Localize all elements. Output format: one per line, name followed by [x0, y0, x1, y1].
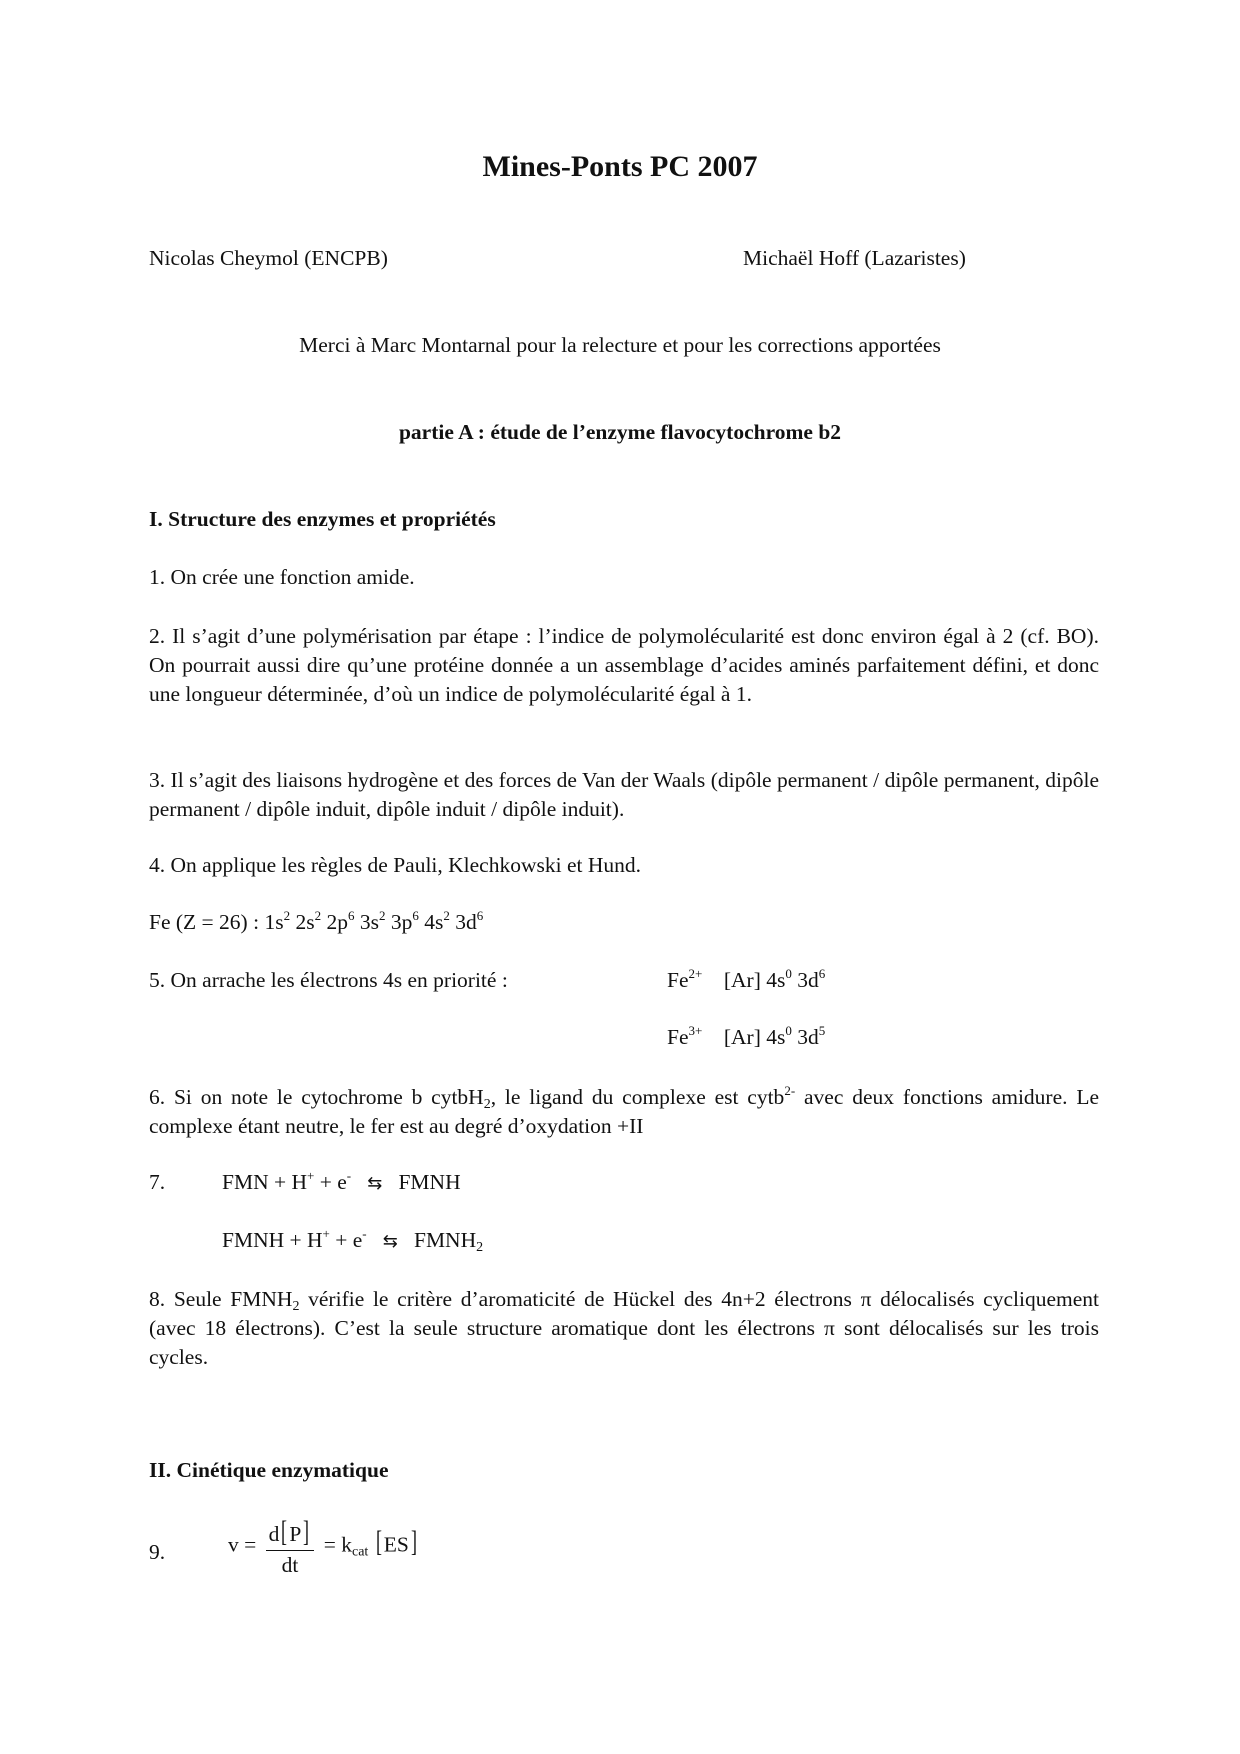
answer-6-superscript: 2-	[784, 1083, 796, 1098]
answer-4: 4. On applique les règles de Pauli, Klechkowski et Hund.	[149, 853, 642, 877]
fraction-denominator: dt	[281, 1553, 299, 1577]
product-symbol: P	[289, 1522, 302, 1546]
document-title: Mines-Ponts PC 2007	[482, 150, 758, 183]
section-heading-2: II. Cinétique enzymatique	[149, 1458, 389, 1482]
answer-7-number: 7.	[149, 1170, 166, 1194]
rate-equation	[228, 1515, 419, 1578]
config-term: 2p	[326, 910, 348, 934]
answer-8-part: 8. Seule FMNH	[149, 1287, 293, 1311]
bracket-open: [	[375, 1525, 382, 1559]
answer-9-number: 9.	[149, 1540, 166, 1564]
ion-d-exponent: 6	[818, 966, 826, 981]
ion-symbol: Fe	[667, 968, 689, 992]
config-exponent: 2	[378, 908, 386, 923]
answer-1: 1. On crée une fonction amide.	[149, 565, 415, 589]
equation-term: + e	[329, 1228, 363, 1252]
config-term: 1s	[264, 910, 284, 934]
equation-fmn	[222, 1170, 461, 1195]
author-left: Nicolas Cheymol (ENCPB)	[149, 246, 388, 270]
answer-5-text: 5. On arrache les électrons 4s en priorité :	[149, 968, 508, 992]
ion-charge: 3+	[688, 1023, 703, 1038]
acknowledgement: Merci à Marc Montarnal pour la relecture et pour les corrections apportées	[299, 333, 941, 357]
equation-superscript: +	[307, 1168, 315, 1183]
equation-superscript: -	[362, 1226, 367, 1241]
ion-symbol: Fe	[667, 1025, 689, 1049]
ion-core: [Ar] 4s	[723, 1025, 786, 1049]
answer-6-part: avec deux fonctions amidure. Le complexe étant neutre, le fer est au degré d’oxydation +II	[149, 1085, 1099, 1138]
bracket-close: ]	[303, 1515, 310, 1548]
bracket-close: ]	[410, 1525, 417, 1559]
config-term: 3p	[390, 910, 413, 934]
section-heading-1: I. Structure des enzymes et propriétés	[149, 507, 496, 531]
ion-s-exponent: 0	[785, 1023, 792, 1038]
equation-term: FMNH + H	[222, 1228, 323, 1252]
complex-symbol: ES	[383, 1532, 409, 1557]
rate-lhs: v =	[228, 1532, 257, 1557]
config-exponent: 6	[347, 908, 355, 923]
equation-product: FMNH	[413, 1228, 477, 1252]
ion-d: 3d	[791, 1025, 819, 1049]
electron-configuration	[149, 910, 483, 935]
ion-d: 3d	[791, 968, 819, 992]
differential: d	[268, 1522, 280, 1546]
part-title: partie A : étude de l’enzyme flavocytochrome b2	[398, 420, 842, 444]
fraction-numerator	[266, 1515, 315, 1551]
rate-fraction	[266, 1515, 315, 1578]
answer-2: 2. Il s’agit d’une polymérisation par étape : l’indice de polymolécularité est donc environ égal à 2 (cf. BO). On pourrait aussi dire qu’une protéine donnée a un assemblage d’acides aminés parfaitement défini, et donc une longueur déterminée, d’où un indice de polymolécularité égal à 1.	[149, 624, 1099, 706]
equation-fmnh	[222, 1228, 483, 1253]
config-exponent: 2	[283, 908, 291, 923]
answer-6-part: , le ligand du complexe est cytb	[490, 1085, 785, 1109]
equilibrium-arrow-icon: ⇆	[382, 1231, 398, 1252]
ion-d-exponent: 5	[818, 1023, 826, 1038]
equilibrium-arrow-icon: ⇆	[367, 1173, 383, 1194]
ion-config-fe3	[667, 1025, 825, 1050]
config-exponent: 6	[412, 908, 419, 923]
answer-8-part: vérifie le critère d’aromaticité de Hückel des 4n+2 électrons π délocalisés cycliquement (avec 18 électrons). C’est la seule structure aromatique dont les électrons π sont délocalisés sur les trois cycles.	[149, 1287, 1099, 1369]
rate-constant-subscript: cat	[352, 1544, 369, 1560]
ion-config-fe2	[667, 968, 825, 993]
equation-term: + e	[314, 1170, 347, 1194]
bracket-open: [	[281, 1515, 288, 1548]
ion-s-exponent: 0	[785, 966, 792, 981]
equation-superscript: -	[346, 1168, 352, 1183]
answer-6-part: 6. Si on note le cytochrome b cytbH	[149, 1085, 484, 1109]
equation-subscript: 2	[476, 1240, 484, 1255]
answer-6	[149, 1083, 1099, 1141]
answer-6-subscript: 2	[483, 1097, 491, 1112]
config-prefix: Fe (Z = 26) :	[149, 910, 265, 934]
equation-product: FMNH	[398, 1170, 461, 1194]
config-exponent: 2	[443, 908, 450, 923]
config-exponent: 2	[314, 908, 322, 923]
rate-constant: = k	[323, 1532, 352, 1557]
config-term: 4s	[424, 910, 444, 934]
equation-term: FMN + H	[222, 1170, 308, 1194]
author-right: Michaël Hoff (Lazaristes)	[743, 246, 966, 270]
equation-superscript: +	[322, 1226, 330, 1241]
config-exponent: 6	[476, 908, 484, 923]
ion-charge: 2+	[688, 966, 703, 981]
config-term: 3d	[455, 910, 477, 934]
config-term: 3s	[359, 910, 379, 934]
answer-3: 3. Il s’agit des liaisons hydrogène et des forces de Van der Waals (dipôle permanent / dipôle permanent, dipôle permanent / dipôle induit, dipôle induit / dipôle induit).	[149, 768, 1099, 821]
answer-8-subscript: 2	[292, 1299, 300, 1314]
answer-8	[149, 1285, 1099, 1372]
ion-core: [Ar] 4s	[723, 968, 786, 992]
config-term: 2s	[295, 910, 315, 934]
